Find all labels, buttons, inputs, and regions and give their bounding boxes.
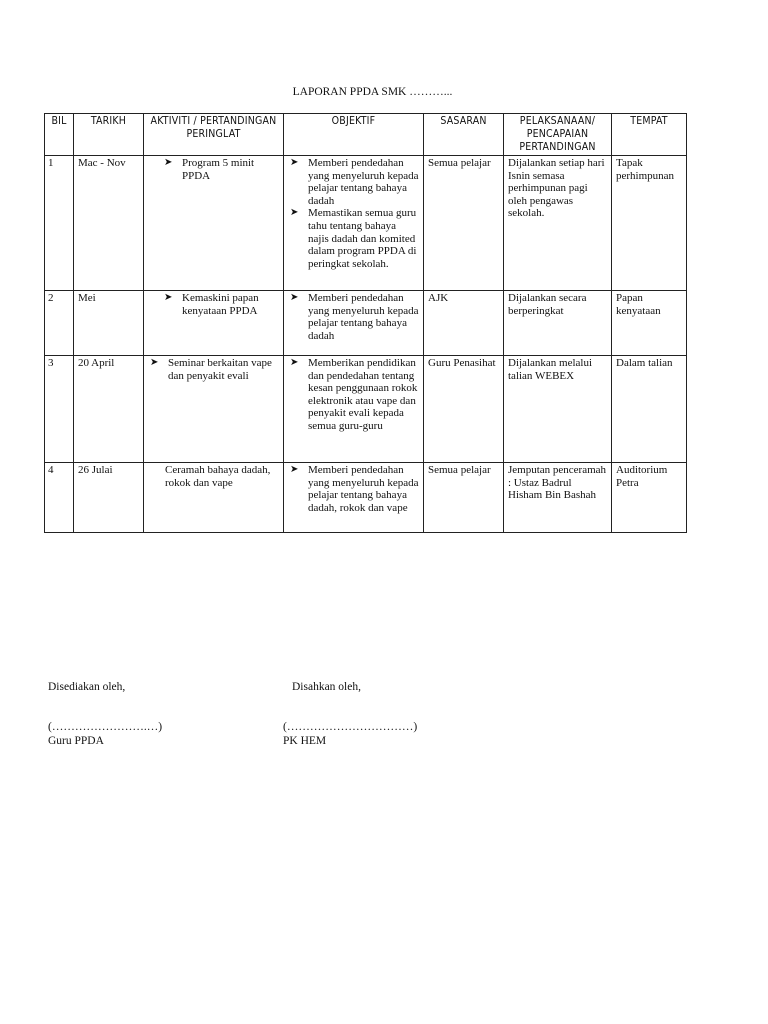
aktiviti-text: Kemaskini papan kenyataan PPDA bbox=[182, 292, 259, 317]
approved-by-signature-line: (……………………………) bbox=[283, 721, 418, 733]
header-objektif: OBJEKTIF bbox=[284, 114, 424, 156]
header-sasaran: SASARAN bbox=[424, 114, 504, 156]
prepared-by-signature-line: (…………………….…) bbox=[48, 721, 163, 733]
cell-tempat: Papan kenyataan bbox=[612, 291, 687, 356]
cell-pelaksanaan: Dijalankan secara berperingkat bbox=[504, 291, 612, 356]
header-tempat: TEMPAT bbox=[612, 114, 687, 156]
prepared-by-label: Disediakan oleh, bbox=[48, 681, 126, 693]
arrow-bullet-icon: ➤ bbox=[290, 292, 299, 303]
objektif-item: Memberi pendedahan yang menyeluruh kepada pelajar tentang bahaya dadah bbox=[308, 292, 419, 342]
arrow-bullet-icon: ➤ bbox=[290, 207, 299, 219]
cell-sasaran: Semua pelajar bbox=[424, 156, 504, 291]
cell-aktiviti bbox=[144, 356, 284, 463]
cell-bil: 3 bbox=[45, 356, 74, 463]
cell-pelaksanaan: Dijalankan melalui talian WEBEX bbox=[504, 356, 612, 463]
table-row bbox=[45, 291, 687, 356]
header-pelaksanaan: PELAKSANAAN/ PENCAPAIAN PERTANDINGAN bbox=[504, 114, 612, 156]
cell-objektif bbox=[284, 156, 424, 291]
aktiviti-text: Program 5 minit PPDA bbox=[182, 157, 255, 182]
cell-pelaksanaan: Jemputan penceramah : Ustaz Badrul Hisham Bin Bashah bbox=[504, 463, 612, 533]
cell-tarikh: 20 April bbox=[74, 356, 144, 463]
arrow-bullet-icon: ➤ bbox=[150, 357, 159, 368]
objektif-item: Memastikan semua guru tahu tentang bahaya najis dadah dan komited dalam program PPDA di peringkat sekolah. bbox=[308, 207, 417, 270]
approved-by-role: PK HEM bbox=[283, 735, 327, 747]
objektif-item: Memberi pendedahan yang menyeluruh kepada pelajar tentang bahaya dadah bbox=[308, 157, 419, 207]
cell-bil: 2 bbox=[45, 291, 74, 356]
document-title: LAPORAN PPDA SMK ………... bbox=[292, 86, 453, 98]
objektif-item: Memberi pendedahan yang menyeluruh kepada pelajar tentang bahaya dadah, rokok dan vape bbox=[308, 464, 419, 514]
cell-tarikh: Mei bbox=[74, 291, 144, 356]
cell-bil: 1 bbox=[45, 156, 74, 291]
cell-bil: 4 bbox=[45, 463, 74, 533]
table-row bbox=[45, 356, 687, 463]
table-row bbox=[45, 156, 687, 291]
cell-aktiviti bbox=[144, 291, 284, 356]
aktiviti-text: Seminar berkaitan vape dan penyakit evali bbox=[168, 357, 272, 382]
header-aktiviti: AKTIVITI / PERTANDINGAN PERINGLAT bbox=[144, 114, 284, 156]
table-row bbox=[45, 463, 687, 533]
arrow-bullet-icon: ➤ bbox=[290, 157, 299, 168]
cell-sasaran: Guru Penasihat bbox=[424, 356, 504, 463]
cell-tempat: Dalam talian bbox=[612, 356, 687, 463]
cell-sasaran: Semua pelajar bbox=[424, 463, 504, 533]
cell-tempat: Auditorium Petra bbox=[612, 463, 687, 533]
cell-aktiviti: Ceramah bahaya dadah, rokok dan vape bbox=[144, 463, 284, 533]
cell-tarikh: 26 Julai bbox=[74, 463, 144, 533]
cell-tarikh: Mac - Nov bbox=[74, 156, 144, 291]
cell-pelaksanaan: Dijalankan setiap hari Isnin semasa perhimpunan pagi oleh pengawas sekolah. bbox=[504, 156, 612, 291]
report-table bbox=[44, 113, 687, 533]
cell-objektif bbox=[284, 356, 424, 463]
table-header-row bbox=[45, 114, 687, 156]
prepared-by-role: Guru PPDA bbox=[48, 735, 104, 747]
cell-sasaran: AJK bbox=[424, 291, 504, 356]
arrow-bullet-icon: ➤ bbox=[164, 157, 173, 168]
header-tarikh: TARIKH bbox=[74, 114, 144, 156]
approved-by-label: Disahkan oleh, bbox=[292, 681, 361, 693]
arrow-bullet-icon: ➤ bbox=[290, 464, 299, 475]
cell-tempat: Tapak perhimpunan bbox=[612, 156, 687, 291]
header-bil: BIL bbox=[45, 114, 74, 156]
cell-aktiviti bbox=[144, 156, 284, 291]
arrow-bullet-icon: ➤ bbox=[290, 357, 299, 368]
cell-objektif bbox=[284, 291, 424, 356]
objektif-item: Memberikan pendidikan dan pendedahan tentang kesan penggunaan rokok elektronik atau vape dan penyakit evali kepada semua guru-guru bbox=[308, 357, 418, 432]
cell-objektif bbox=[284, 463, 424, 533]
arrow-bullet-icon: ➤ bbox=[164, 292, 173, 303]
